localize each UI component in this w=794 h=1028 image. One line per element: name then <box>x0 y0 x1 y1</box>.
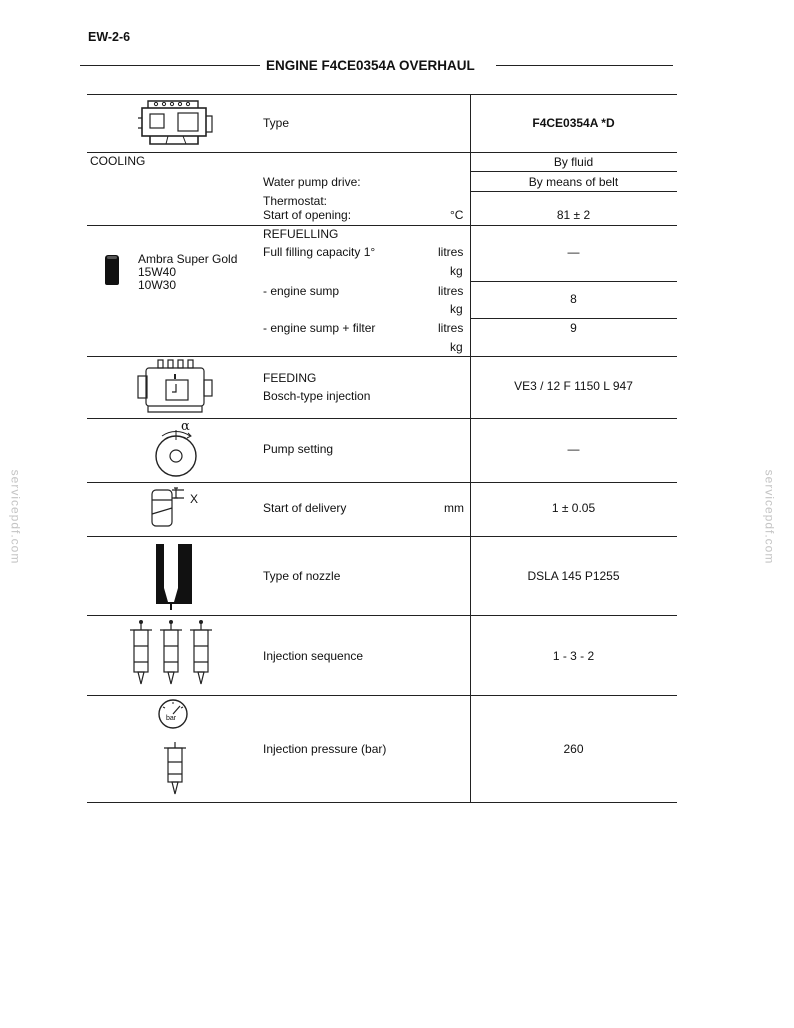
engine-sump-filter-litres-unit: litres <box>438 321 464 335</box>
feeding-value: VE3 / 12 F 1150 L 947 <box>514 379 633 393</box>
table-row-divider <box>87 225 677 226</box>
pump-setting-value: — <box>567 442 580 456</box>
start-of-delivery-value: 1 ± 0.05 <box>551 501 596 515</box>
pump-setting-label: Pump setting <box>263 442 334 456</box>
water-pump-label: Water pump drive: <box>263 175 361 189</box>
table-row-divider <box>470 191 677 192</box>
engine-block-icon <box>138 98 214 148</box>
table-row-divider <box>87 482 677 483</box>
engine-sump-filter-value: 9 <box>570 321 577 335</box>
bosch-injection-label: Bosch-type injection <box>263 389 371 403</box>
pump-setting-dial-icon <box>150 420 206 478</box>
table-row-divider <box>87 94 677 95</box>
injector-test-icon <box>160 740 190 798</box>
feeding-section: FEEDING <box>263 371 317 385</box>
nozzle-value: DSLA 145 P1255 <box>527 569 620 583</box>
injectors-icon <box>126 618 222 692</box>
table-row-divider <box>87 615 677 616</box>
delivery-plunger-icon <box>148 484 192 532</box>
cooling-section: COOLING <box>90 154 146 168</box>
start-of-delivery-unit: mm <box>444 501 464 515</box>
injection-pressure-value: 260 <box>563 742 584 756</box>
engine-sump-label: - engine sump <box>263 284 340 298</box>
opening-label: Start of opening: <box>263 208 352 222</box>
pressure-gauge-icon <box>156 697 190 731</box>
thermostat-label: Thermostat: <box>263 194 328 208</box>
full-filling-value: — <box>567 245 580 259</box>
table-row-divider <box>87 802 677 803</box>
table-row-divider <box>87 536 677 537</box>
title-rule-left <box>80 65 260 66</box>
table-row-divider <box>87 695 677 696</box>
type-label: Type <box>263 116 290 130</box>
watermark-left: servicepdf.com <box>8 469 23 565</box>
injection-sequence-value: 1 - 3 - 2 <box>552 649 595 663</box>
oil-name: Ambra Super Gold <box>138 252 238 266</box>
injection-sequence-label: Injection sequence <box>263 649 364 663</box>
full-filling-kg-unit: kg <box>450 264 463 278</box>
table-row-divider <box>87 418 677 419</box>
title-rule-right <box>496 65 673 66</box>
table-row-divider <box>87 152 677 153</box>
page-code: EW-2-6 <box>88 30 131 44</box>
nozzle-icon <box>154 540 194 612</box>
watermark-right: servicepdf.com <box>762 469 777 565</box>
cooling-medium-value: By fluid <box>553 155 594 169</box>
opening-value: 81 ± 2 <box>556 208 591 222</box>
nozzle-label: Type of nozzle <box>263 569 341 583</box>
page-title: ENGINE F4CE0354A OVERHAUL <box>266 58 475 73</box>
start-of-delivery-label: Start of delivery <box>263 501 347 515</box>
full-filling-label: Full filling capacity 1° <box>263 245 376 259</box>
engine-sump-kg-unit: kg <box>450 302 463 316</box>
opening-unit: °C <box>450 208 464 222</box>
delivery-x-symbol: X <box>190 492 199 506</box>
refuelling-section: REFUELLING <box>263 227 339 241</box>
table-row-divider <box>87 356 677 357</box>
water-pump-value: By means of belt <box>528 175 619 189</box>
table-row-divider <box>470 171 677 172</box>
pump-angle-symbol: α <box>181 419 190 434</box>
oil-grade-1: 15W40 <box>138 265 177 279</box>
oil-can-icon <box>105 255 119 285</box>
injection-pump-icon <box>136 358 216 414</box>
injection-pressure-label: Injection pressure (bar) <box>263 742 387 756</box>
gauge-unit-label: bar <box>166 715 177 722</box>
engine-sump-filter-label: - engine sump + filter <box>263 321 376 335</box>
engine-sump-litres-unit: litres <box>438 284 464 298</box>
oil-grade-2: 10W30 <box>138 278 177 292</box>
engine-sump-value: 8 <box>570 292 577 306</box>
table-row-divider <box>470 281 677 282</box>
type-value: F4CE0354A *D <box>532 116 615 130</box>
full-filling-litres-unit: litres <box>438 245 464 259</box>
engine-sump-filter-kg-unit: kg <box>450 340 463 354</box>
table-row-divider <box>470 318 677 319</box>
